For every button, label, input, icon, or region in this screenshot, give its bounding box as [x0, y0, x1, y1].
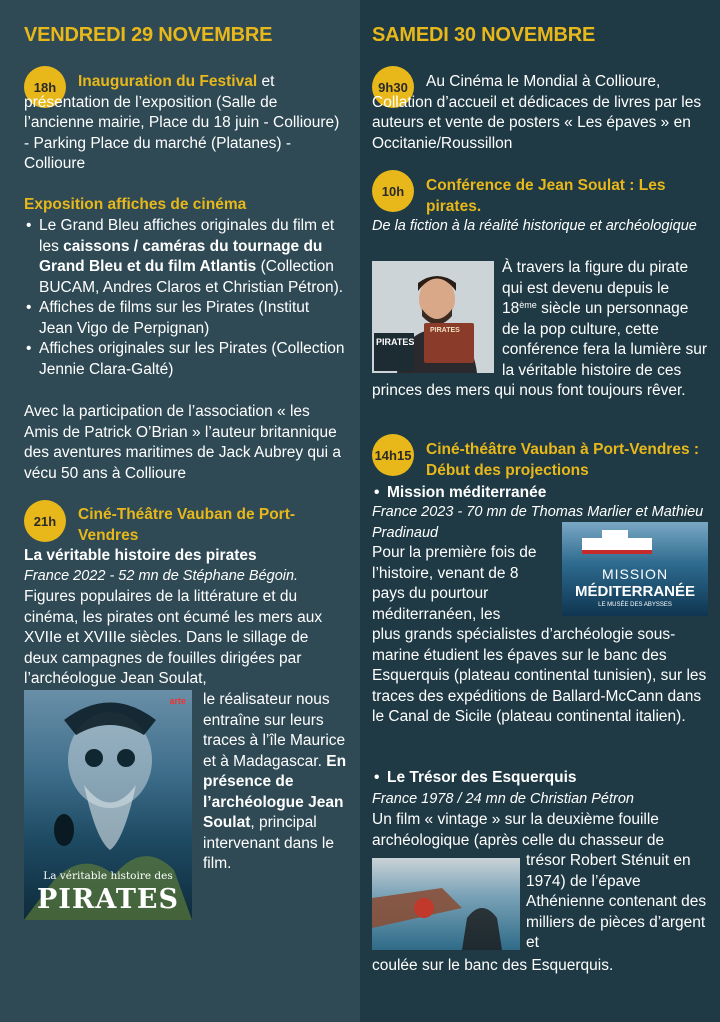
- event-collation: Au Cinéma le Mondial à Collioure, Collation d’accueil et dédicaces de livres par les auteurs et vente de posters « Les épaves » en Occitanie/Roussillon: [372, 73, 702, 152]
- list-item: • Affiches originales sur les Pirates (Collection Jennie Clara-Galté): [24, 339, 346, 380]
- film-desc-mission-a: Pour la première fois de l’histoire, venant de 8 pays du pourtour méditerranéen, les: [372, 544, 537, 623]
- diver-boat-illustration: [372, 858, 520, 950]
- film-desc-tresor-a: Un film « vintage » sur la deuxième fouille archéologique (après celle du chasseur de: [372, 811, 665, 849]
- film-meta-tresor: France 1978 / 24 mn de Christian Pétron: [372, 791, 634, 807]
- time-badge-21h: 21h: [24, 500, 66, 542]
- conference-subtitle: De la fiction à la réalité historique et archéologique: [372, 218, 697, 234]
- conference-desc: À travers la figure du pirate qui est devenu depuis le 18ème siècle un personnage de la pop culture, cette conférence fera la lumière sur la véritable histoire de ces princes des mers qui nous font toujours rêver.: [372, 259, 708, 399]
- time-badge-10h: 10h: [372, 170, 414, 212]
- list-item: • Le Grand Bleu affiches originales du film et les caissons / caméras du tournage du Grand Bleu et du film Atlantis (Collection BUCAM, Andres Claros et Christian Pétron).: [24, 216, 346, 298]
- poster1-line3: LE MUSÉE DES ABYSSES: [598, 602, 672, 608]
- film-title-mission: • Mission méditerranée: [372, 483, 708, 504]
- film-meta-pirates: France 2022 - 52 mn de Stéphane Bégoin.: [24, 568, 299, 584]
- book-label-left: PIRATES: [376, 337, 415, 347]
- film-title-pirates: La véritable histoire des pirates: [24, 547, 257, 564]
- time-badge-18h: 18h: [24, 66, 66, 108]
- poster1-line1: MISSION: [601, 566, 669, 582]
- poster-title-big: PIRATES: [36, 884, 179, 915]
- poster1-line2: MÉDITERRANÉE: [574, 583, 695, 600]
- film-desc-pirates: Figures populaires de la littérature et du cinéma, les pirates ont écumé les mers aux XVIIe et XVIIIe siècles. Dans le sillage de deux campagnes de fouilles dirigées par l’archéologue Jean Soulat,: [24, 588, 323, 687]
- film-meta-mission: France 2023 - 70 mn de Thomas Marlier et Mathieu Pradinaud: [372, 504, 704, 541]
- film-desc-mission-b: plus grands spécialistes d’archéologie sous-marine étudient les épaves sur le banc des Esquerquis (plateau continental tunisien), sur les traces des expéditions de Ballard-McCann dans le Canal de Sicile (plateau continental italien).: [372, 626, 707, 725]
- pirates-poster: [24, 690, 192, 920]
- event-title-projections: Ciné-théâtre Vauban à Port-Vendres : Début des projections: [426, 441, 700, 479]
- film-desc-tresor-c: coulée sur le banc des Esquerquis.: [372, 957, 614, 974]
- time-badge-9h30: 9h30: [372, 66, 414, 108]
- expo-heading: Exposition affiches de cinéma: [24, 196, 247, 213]
- film2-title-list: [372, 768, 708, 789]
- mission-mediterranee-poster: [562, 522, 708, 616]
- film-desc-pirates-2: le réalisateur nous entraîne sur leurs traces à l’île Maurice et à Madagascar. En présence de l’archéologue Jean Soulat, principal intervenant dans le film.: [203, 691, 347, 872]
- event-title-conference: Conférence de Jean Soulat : Les pirates.: [426, 177, 666, 215]
- film-desc-tresor-b: trésor Robert Sténuit en 1974) de l’épave Athénienne contenant des milliers de pièces d’argent et: [526, 852, 707, 951]
- tresor-photo: [372, 858, 520, 950]
- event-title: Inauguration du Festival: [78, 73, 258, 90]
- arte-logo: arte: [169, 696, 186, 706]
- day-title-saturday: SAMEDI 30 NOVEMBRE: [372, 24, 596, 46]
- right-column: [360, 0, 720, 1022]
- book-label-right: PIRATES: [430, 327, 460, 334]
- expo-paragraph: Avec la participation de l’association « les Amis de Patrick O’Brian » l’auteur britannique des aventures maritimes de Jack Aubrey qui a vécu 50 ans à Collioure: [24, 403, 342, 482]
- event-title-vauban: Ciné-Théâtre Vauban de Port-Vendres: [78, 506, 296, 544]
- event-inauguration: [24, 72, 346, 175]
- poster-title-small: La véritable histoire des: [43, 870, 173, 882]
- film-title-tresor: • Le Trésor des Esquerquis: [372, 768, 708, 789]
- film1-title-list: [372, 483, 708, 504]
- list-item: • Affiches de films sur les Pirates (Institut Jean Vigo de Perpignan): [24, 298, 346, 339]
- expo-list: [24, 216, 346, 380]
- presence-note: En présence de l’archéologue Jean Soulat: [203, 752, 347, 831]
- event-text: et présentation de l’exposition (Salle de l’ancienne mairie, Place du 18 juin - Collioure) - Parking Place du marché (Platanes) - Collioure: [24, 73, 340, 172]
- day-title-friday: VENDREDI 29 NOVEMBRE: [24, 24, 273, 46]
- time-badge-14h15: 14h15: [372, 434, 414, 476]
